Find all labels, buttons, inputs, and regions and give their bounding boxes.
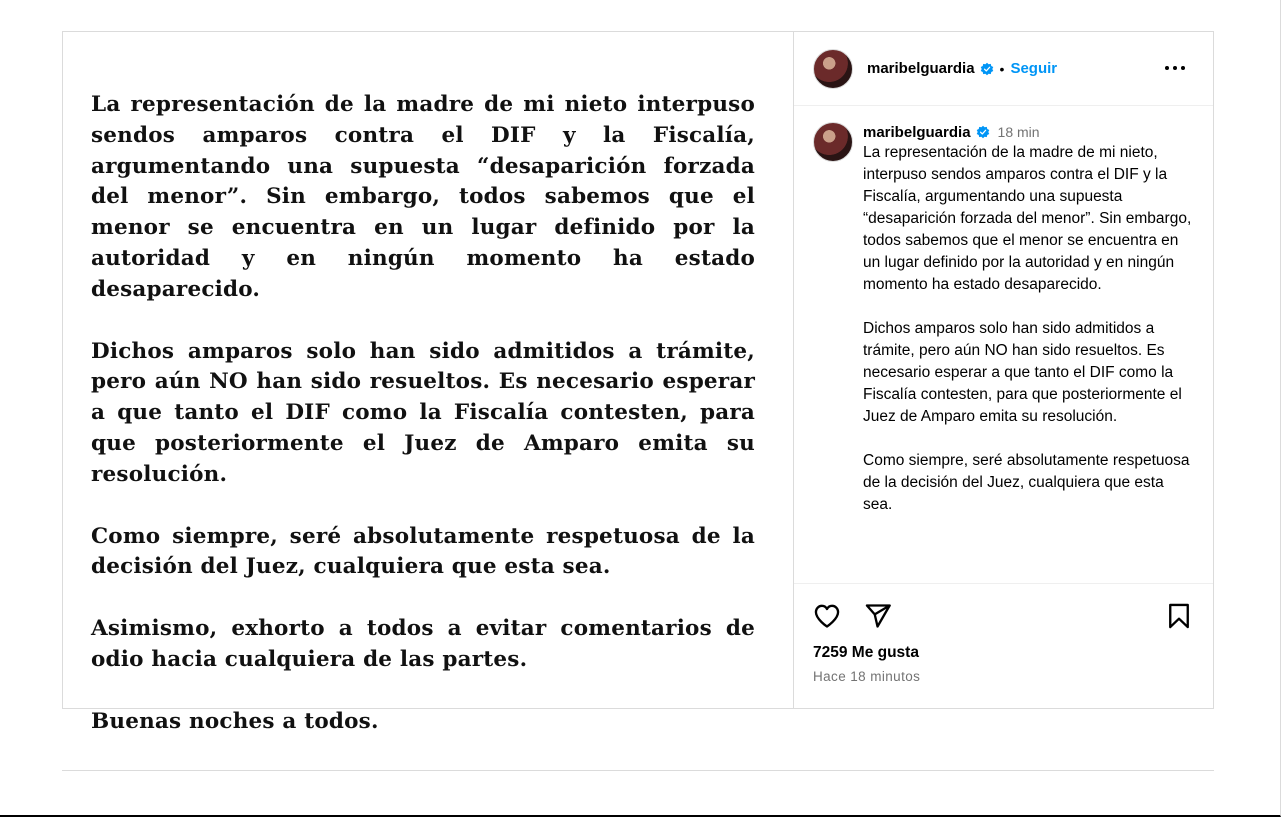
bookmark-icon[interactable] <box>1165 602 1193 630</box>
image-paragraph: Como siempre, seré absolutamente respetuosa de la decisión del Juez, cualquiera que esta sea. <box>91 523 755 580</box>
post-image[interactable] <box>63 32 794 734</box>
action-bar <box>794 584 1213 644</box>
caption-body <box>863 122 1193 583</box>
image-paragraph: La representación de la madre de mi nieto interpuso sendos amparos contra el DIF y la Fiscalía, argumentando una supuesta “desaparición forzada del menor”. Sin embargo, todos sabemos que el menor se encuentra en un lugar definido por la autoridad y en ningún momento ha estado desaparecido. <box>91 92 755 302</box>
caption-header <box>863 122 1193 142</box>
post-timestamp[interactable]: Hace 18 minutos <box>813 669 921 684</box>
verified-badge-icon <box>980 62 994 76</box>
caption <box>794 106 1213 584</box>
image-paragraph: Asimismo, exhorto a todos a evitar comentarios de odio hacia cualquiera de las partes. <box>91 616 755 672</box>
caption-paragraph: Como siempre, seré absolutamente respetuosa de la decisión del Juez, cualquiera que esta sea. <box>863 452 1190 513</box>
caption-paragraph: Dichos amparos solo han sido admitidos a trámite, pero aún NO han sido resueltos. Es necesario esperar a que tanto el DIF como la Fiscalía contesten, para que posteriormente el Juez de Amparo emita su resolución. <box>863 320 1182 425</box>
heart-icon[interactable] <box>813 602 841 630</box>
post-header <box>794 32 1213 106</box>
post-sidebar <box>794 32 1213 708</box>
follow-button[interactable]: Seguir <box>1010 60 1058 77</box>
caption-username[interactable]: maribelguardia <box>863 123 971 141</box>
more-horizontal-icon[interactable] <box>1163 58 1187 78</box>
caption-avatar[interactable] <box>813 122 853 162</box>
likes-count[interactable]: 7259 Me gusta <box>813 644 919 661</box>
post-image-text <box>91 90 755 738</box>
verified-badge-icon <box>976 125 990 139</box>
header-separator: • <box>999 60 1005 77</box>
caption-text <box>863 142 1193 516</box>
header-username[interactable]: maribelguardia <box>867 60 975 77</box>
instagram-post <box>62 31 1214 734</box>
caption-time[interactable]: 18 min <box>997 124 1040 140</box>
avatar[interactable] <box>813 49 853 89</box>
divider <box>62 770 1214 771</box>
image-paragraph: Dichos amparos solo han sido admitidos a trámite, pero aún NO han sido resueltos. Es necesario esperar a que tanto el DIF como la Fiscalía contesten, para que posteriormente el Juez de Amparo emita su resolución. <box>91 338 755 487</box>
image-paragraph: Buenas noches a todos. <box>91 708 379 734</box>
caption-paragraph: La representación de la madre de mi nieto, interpuso sendos amparos contra el DIF y la Fiscalía, argumentando una supuesta “desaparición forzada del menor”. Sin embargo, todos sabemos que el menor se encuentra en un lugar definido por la autoridad y en ningún momento ha estado desaparecido. <box>863 144 1192 293</box>
send-icon[interactable] <box>864 602 892 630</box>
